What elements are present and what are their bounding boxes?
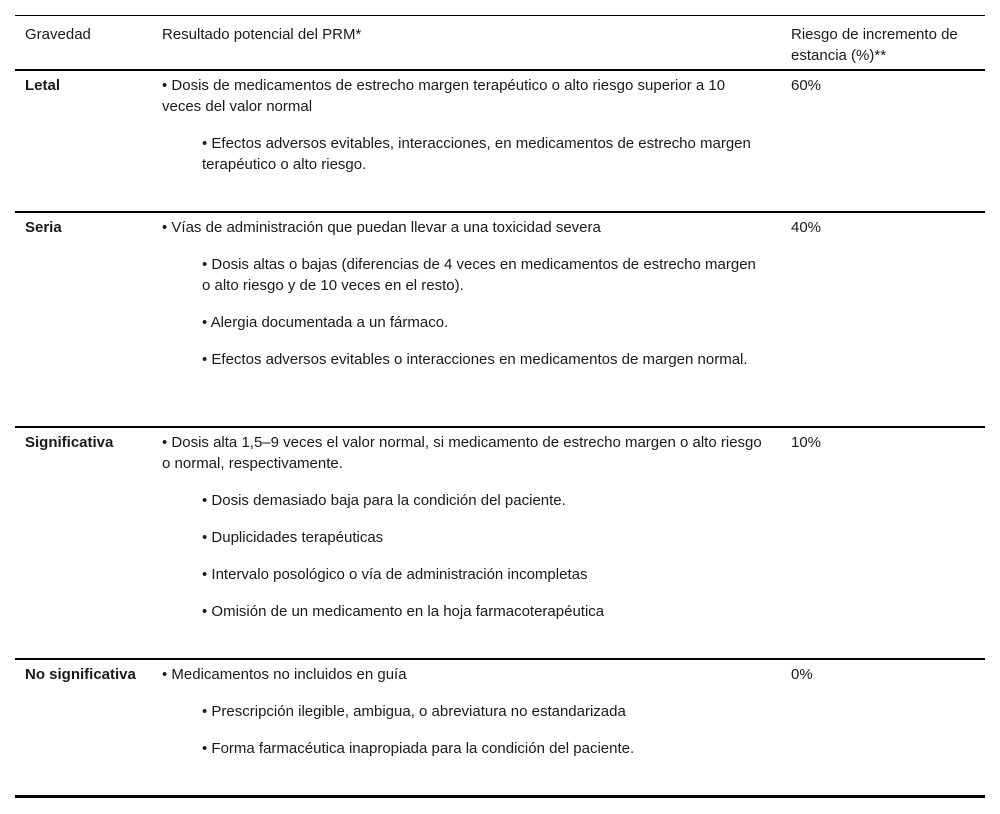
outcome-sub: • Alergia documentada a un fármaco. (202, 314, 449, 331)
table-row-no-significativa (15, 660, 985, 797)
header-gravedad: Gravedad (25, 26, 91, 43)
table-row-letal (15, 71, 985, 213)
outcome-sub: • Omisión de un medicamento en la hoja farmacoterapéutica (202, 603, 605, 620)
severity-label: Seria (25, 219, 62, 236)
header-resultado: Resultado potencial del PRM* (162, 26, 362, 43)
outcome-sub: • Prescripción ilegible, ambigua, o abreviatura no estandarizada (202, 703, 626, 720)
table-header (15, 16, 985, 71)
risk-value: 0% (791, 666, 813, 683)
outcome-main: • Dosis de medicamentos de estrecho margen terapéutico o alto riesgo superior a 10 veces del valor normal (162, 77, 726, 115)
severity-label: Significativa (25, 434, 114, 451)
severity-label: Letal (25, 77, 61, 94)
table-end-rule (15, 797, 985, 798)
outcome-cell (162, 432, 762, 638)
outcome-sub: • Dosis altas o bajas (diferencias de 4 veces en medicamentos de estrecho margen o alto riesgo y de 10 veces en el resto). (202, 256, 756, 294)
outcome-cell (162, 75, 762, 191)
outcome-sub: • Dosis demasiado baja para la condición del paciente. (202, 492, 566, 509)
risk-value: 60% (791, 77, 822, 94)
risk-value: 10% (791, 434, 822, 451)
outcome-main: • Vías de administración que puedan llevar a una toxicidad severa (162, 219, 601, 236)
table-row-significativa (15, 428, 985, 660)
outcome-sub: • Efectos adversos evitables, interacciones, en medicamentos de estrecho margen terapéutico o alto riesgo. (202, 135, 751, 173)
header-riesgo: Riesgo de incremento de estancia (%)** (791, 26, 958, 64)
severity-label: No significativa (25, 666, 136, 683)
outcome-sub: • Intervalo posológico o vía de administración incompletas (202, 566, 588, 583)
risk-value: 40% (791, 219, 822, 236)
outcome-sub: • Duplicidades terapéuticas (202, 529, 384, 546)
outcome-main: • Medicamentos no incluidos en guía (162, 666, 407, 683)
outcome-sub: • Forma farmacéutica inapropiada para la condición del paciente. (202, 740, 635, 757)
table-row-seria (15, 213, 985, 428)
outcome-cell (162, 217, 762, 386)
outcome-cell (162, 664, 762, 775)
outcome-sub: • Efectos adversos evitables o interacciones en medicamentos de margen normal. (202, 351, 748, 368)
outcome-main: • Dosis alta 1,5–9 veces el valor normal, si medicamento de estrecho margen o alto riesgo o normal, respectivamente. (162, 434, 762, 472)
prm-severity-table (15, 15, 985, 797)
